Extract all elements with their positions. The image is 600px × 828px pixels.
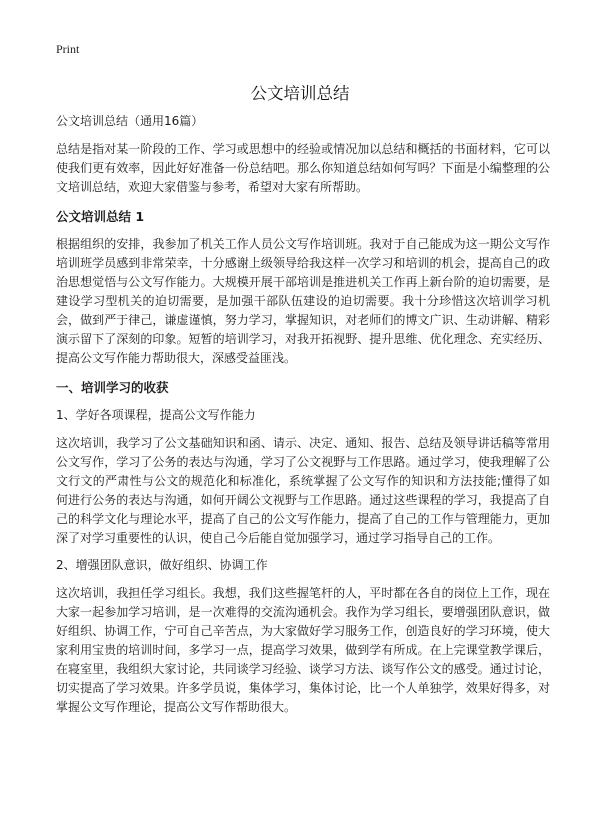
subheading-2: 2、增强团队意识，做好组织、协调工作	[56, 558, 268, 572]
section-heading-1: 公文培训总结 1	[56, 209, 145, 224]
part-heading-gains: 一、培训学习的收获	[56, 380, 169, 395]
intro-paragraph: 总结是指对某一阶段的工作、学习或思想中的经验或情况加以总结和概括的书面材料，它可以使我们更有效率，因此好好准备一份总结吧。那么你知道总结如何写吗？下面是小编整理的公文培训总结，欢迎大家借鉴与参考，希望对大家有所帮助。	[56, 142, 550, 194]
subsection-1-paragraph: 这次培训，我学习了公文基础知识和函、请示、决定、通知、报告、总结及领导讲话稿等常用公文写作，学习了公务的表达与沟通，学习了公文视野与工作思路。通过学习，使我理解了公文行文的严肃性与公文的规范化和标准化，系统掌握了公文写作的知识和方法技能;懂得了如何进行公务的表达与沟通，如何开阔公文视野与工作思路。通过这些课程的学习，我提高了自己的科学文化与理论水平，提高了自己的公文写作能力，提高了自己的工作与管理能力，更加深了对学习重要性的认识，使自己今后能自觉加强学习，通过学习指导自己的工作。	[56, 436, 550, 545]
document-body	[56, 112, 550, 725]
page-title: 公文培训总结	[250, 84, 350, 103]
document-subtitle: 公文培训总结（通用16篇）	[56, 114, 204, 128]
subheading-1: 1、学好各项课程，提高公文写作能力	[56, 408, 256, 422]
print-label[interactable]: Print	[56, 42, 80, 56]
section-1-paragraph: 根据组织的安排，我参加了机关工作人员公文写作培训班。我对于自己能成为这一期公文写作培训班学员感到非常荣幸，十分感谢上级领导给我这样一次学习和培训的机会，提高自己的政治思想觉悟与公文写作能力。大规模开展干部培训是推进机关工作再上新台阶的迫切需要，是建设学习型机关的迫切需要，是加强干部队伍建设的迫切需要。我十分珍惜这次培训学习机会，做到严于律己，谦虚谨慎，努力学习，掌握知识，对老师们的博文广识、生动讲解、精彩演示留下了深刻的印象。短暂的培训学习，对我开拓视野、提升思维、优化理念、充实经历、提高公文写作能力帮助很大，深感受益匪浅。	[56, 237, 550, 365]
subsection-2-paragraph: 这次培训，我担任学习组长。我想，我们这些握笔杆的人，平时都在各自的岗位上工作，现在大家一起参加学习培训，是一次难得的交流沟通机会。我作为学习组长，要增强团队意识，做好组织、协调工作，宁可自己辛苦点，为大家做好学习服务工作，创造良好的学习环境，使大家利用宝贵的培训时间，多学习一点，提高学习效果，做到学有所成。在上完课堂教学课后，在寝室里，我组织大家讨论，共同谈学习经验、谈学习方法、谈写作公文的感受。通过讨论，切实提高了学习效果。许多学员说，集体学习，集体讨论，比一个人单独学，效果好得多，对掌握公文写作理论，提高公文写作帮助很大。	[56, 586, 550, 714]
